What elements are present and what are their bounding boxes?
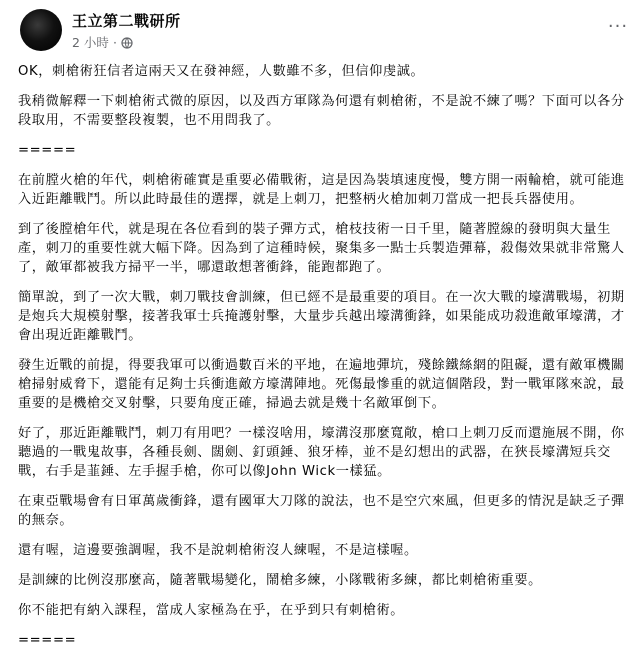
post-header <box>14 6 634 56</box>
paragraph-6: 發生近戰的前提，得要我軍可以衝過數百米的平地，在遍地彈坑，殘餘鐵絲網的阻礙，還有敵軍機關槍掃射威脅下，還能有足夠士兵衝進敵方壕溝陣地。死傷最慘重的就這個階段，對一戰軍隊來說，最重要的是機槍交叉射擊，只要角度正確，掃過去就是幾十名敵軍倒下。 <box>18 358 625 411</box>
post-timestamp[interactable]: 2 小時 <box>72 35 109 50</box>
globe-icon <box>121 37 133 49</box>
post-body <box>18 62 628 661</box>
paragraph-9: 還有喔，這邊要強調喔，我不是說刺槍術沒人練喔，不是這樣喔。 <box>18 543 418 558</box>
paragraph-10: 是訓練的比例沒那麼高，隨著戰場變化，鬧槍多練，小隊戰術多練，都比刺槍術重要。 <box>18 573 542 588</box>
meta-separator: · <box>112 35 117 50</box>
paragraph-1: OK，刺槍術狂信者這兩天又在發神經，人數雖不多，但信仰虔誠。 <box>18 64 425 79</box>
post-meta <box>72 35 133 51</box>
separator-line: ===== <box>18 143 77 158</box>
paragraph-3: 在前膛火槍的年代，刺槍術確實是重要必備戰術，這是因為裝填速度慢，雙方開一兩輪槍，就可能進入近距離戰鬥。所以此時最佳的選擇，就是上刺刀，把整柄火槍加刺刀當成一把長兵器使用。 <box>18 173 625 207</box>
paragraph-2: 我稍微解釋一下刺槍術式微的原因，以及西方軍隊為何還有刺槍術，不是說不練了嗎？下面可以各分段取用，不需要整段複製，也不用問我了。 <box>18 94 625 128</box>
paragraph-7: 好了，那近距離戰鬥，刺刀有用吧？一樣沒啥用，壕溝沒那麼寬敞，槍口上刺刀反而還施展不開，你聽過的一戰鬼故事，各種長劍、闊劍、釘頭錘、狼牙棒，並不是幻想出的武器，在狹長壕溝短兵交戰，右手是韮錘、左手握手槍，你可以像John Wick一樣猛。 <box>18 426 625 479</box>
paragraph-5: 簡單說，到了一次大戰，刺刀戰技會訓練，但已經不是最重要的項目。在一次大戰的壕溝戰場，初期是炮兵大規模射擊，接著我軍士兵掩護射擊，大量步兵越出壕溝衝鋒，如果能成功殺進敵軍壕溝，才會出現近距離戰鬥。 <box>18 290 625 343</box>
separator-line-end: ===== <box>18 633 77 648</box>
more-options-icon[interactable]: ··· <box>607 15 629 37</box>
author-name[interactable]: 王立第二戰研所 <box>72 12 181 30</box>
paragraph-11: 你不能把有納入課程，當成人家極為在乎，在乎到只有刺槍術。 <box>18 603 405 618</box>
paragraph-4: 到了後膛槍年代，就是現在各位看到的裝子彈方式，槍枝技術一日千里，隨著膛線的發明與大量生產，刺刀的重要性就大幅下降。因為到了這種時候，聚集多一點士兵製造彈幕，殺傷效果就非常驚人了，敵軍都被我方掃平一半，哪還敢想著衝鋒，能跑都跑了。 <box>18 222 625 275</box>
author-avatar[interactable] <box>20 9 62 51</box>
paragraph-8: 在東亞戰場會有日軍萬歲衝鋒，還有國軍大刀隊的說法，也不是空穴來風，但更多的情況是缺乏子彈的無奈。 <box>18 494 625 528</box>
